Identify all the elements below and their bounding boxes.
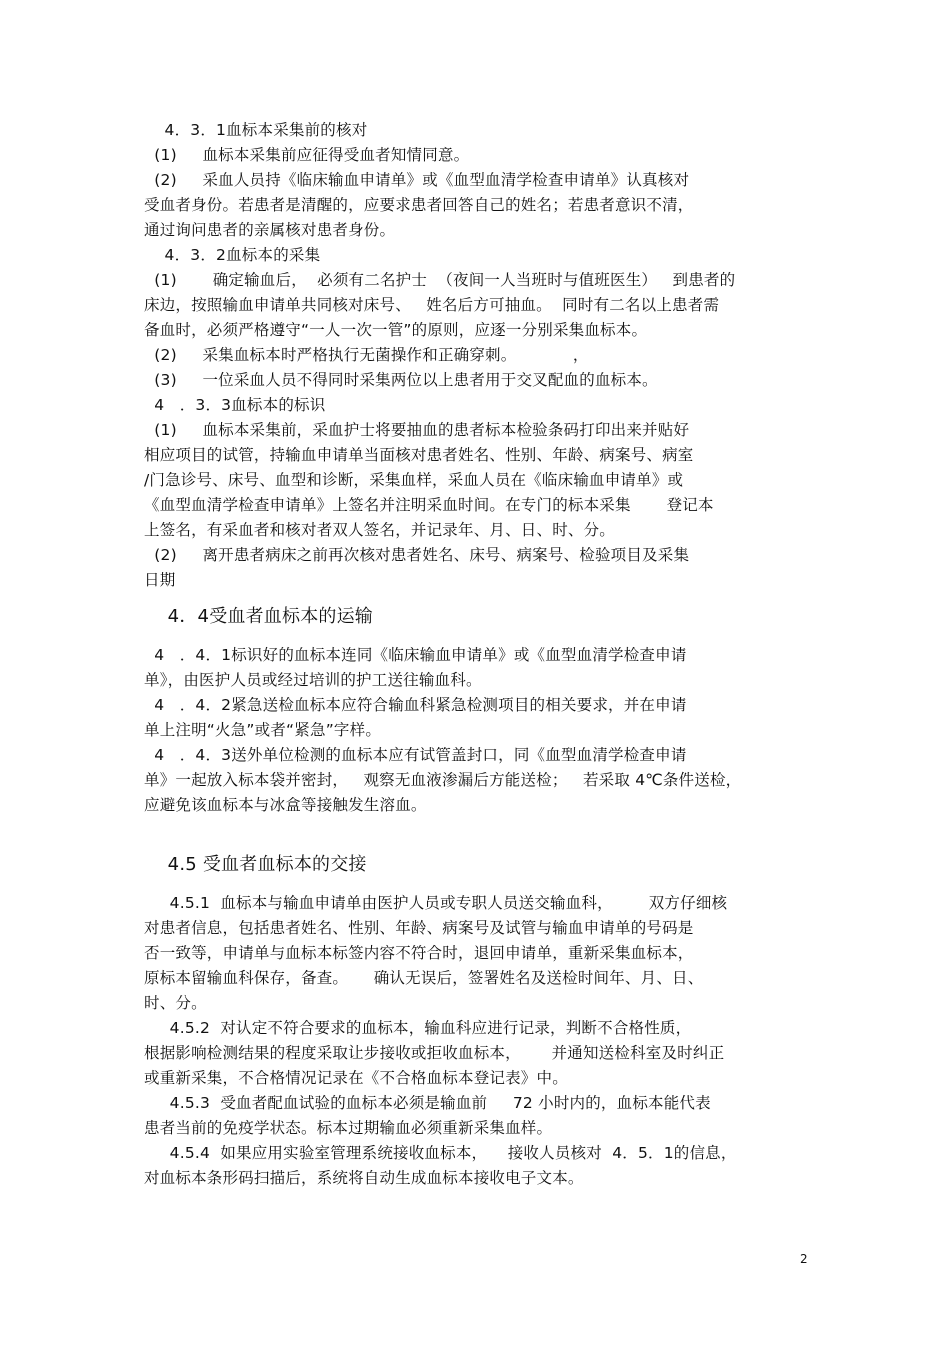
text-line: (1) 血标本采集前，采血护士将要抽血的患者标本检验条码打印出来并贴好 xyxy=(144,421,690,439)
text-line: 4.5.4 如果应用实验室管理系统接收血标本， 接收人员核对 4．5．1的信息， xyxy=(144,1144,737,1162)
text-line: (1) 确定输血后， 必须有二名护士 （夜间一人当班时与值班医生） 到患者的 xyxy=(144,271,736,289)
text-line: 原标本留输血科保存，备查。 确认无误后，签署姓名及送检时间年、月、日、 xyxy=(144,969,704,987)
text-line: 4.5.2 对认定不符合要求的血标本，输血科应进行记录，判断不合格性质， xyxy=(144,1019,692,1037)
text-line: 日期 xyxy=(144,571,176,589)
section-heading: 4.5 受血者血标本的交接 xyxy=(144,854,367,875)
text-line: 上签名，有采血者和核对者双人签名，并记录年、月、日、时、分。 xyxy=(144,521,616,539)
text-line: 4．3．2血标本的采集 xyxy=(144,246,321,264)
text-line: /门急诊号、床号、血型和诊断，采集血样，采血人员在《临床输血申请单》或 xyxy=(144,471,684,489)
text-line: 对血标本条形码扫描后，系统将自动生成血标本接收电子文本。 xyxy=(144,1169,584,1187)
text-line: 单》一起放入标本袋并密封， 观察无血液渗漏后方能送检； 若采取 4℃条件送检， xyxy=(144,771,742,789)
text-line: 4.5.3 受血者配血试验的血标本必须是输血前 72 小时内的，血标本能代表 xyxy=(144,1094,711,1112)
text-line: 对患者信息，包括患者姓名、性别、年龄、病案号及试管与输血申请单的号码是 xyxy=(144,919,694,937)
text-line: 否一致等，申请单与血标本标签内容不符合时，退回申请单，重新采集血标本， xyxy=(144,944,694,962)
section-heading: 4．4受血者血标本的运输 xyxy=(144,606,373,627)
text-line: 《血型血清学检查申请单》上签名并注明采血时间。在专门的标本采集 登记本 xyxy=(144,496,714,514)
text-line: 4．3．1血标本采集前的核对 xyxy=(144,121,368,139)
text-line: 4 ．4．2紧急送检血标本应符合输血科紧急检测项目的相关要求，并在申请 xyxy=(144,696,687,714)
text-line: (1) 血标本采集前应征得受血者知情同意。 xyxy=(144,146,470,164)
text-line: (2) 离开患者病床之前再次核对患者姓名、床号、病案号、检验项目及采集 xyxy=(144,546,690,564)
text-line: 通过询问患者的亲属核对患者身份。 xyxy=(144,221,396,239)
text-line: 时、分。 xyxy=(144,994,207,1012)
text-line: 根据影响检测结果的程度采取让步接收或拒收血标本， 并通知送检科室及时纠正 xyxy=(144,1044,725,1062)
text-line: 应避免该血标本与冰盒等接触发生溶血。 xyxy=(144,796,427,814)
text-line: 单上注明“火急”或者“紧急”字样。 xyxy=(144,721,382,739)
text-line: 患者当前的免疫学状态。标本过期输血必须重新采集血样。 xyxy=(144,1119,553,1137)
text-line: 4 ．4．3送外单位检测的血标本应有试管盖封口，同《血型血清学检查申请 xyxy=(144,746,687,764)
text-line: 相应项目的试管，持输血申请单当面核对患者姓名、性别、年龄、病案号、病室 xyxy=(144,446,694,464)
text-line: (3) 一位采血人员不得同时采集两位以上患者用于交叉配血的血标本。 xyxy=(144,371,658,389)
text-line: 床边，按照输血申请单共同核对床号、 姓名后方可抽血。 同时有二名以上患者需 xyxy=(144,296,720,314)
text-line: 或重新采集，不合格情况记录在《不合格血标本登记表》中。 xyxy=(144,1069,568,1087)
text-line: 单》，由医护人员或经过培训的护工送往输血科。 xyxy=(144,671,482,689)
text-line: 4 ．4．1标识好的血标本连同《临床输血申请单》或《血型血清学检查申请 xyxy=(144,646,687,664)
text-line: 4 ．3．3血标本的标识 xyxy=(144,396,326,414)
text-line: (2) 采集血标本时严格执行无菌操作和正确穿刺。 ， xyxy=(144,346,589,364)
text-line: 4.5.1 血标本与输血申请单由医护人员或专职人员送交输血科， 双方仔细核 xyxy=(144,894,728,912)
text-line: 受血者身份。若患者是清醒的，应要求患者回答自己的姓名；若患者意识不清， xyxy=(144,196,694,214)
text-line: (2) 采血人员持《临床输血申请单》或《血型血清学检查申请单》认真核对 xyxy=(144,171,690,189)
text-line: 备血时，必须严格遵守“一人一次一管”的原则，应逐一分别采集血标本。 xyxy=(144,321,648,339)
page-number: 2 xyxy=(800,1252,808,1266)
